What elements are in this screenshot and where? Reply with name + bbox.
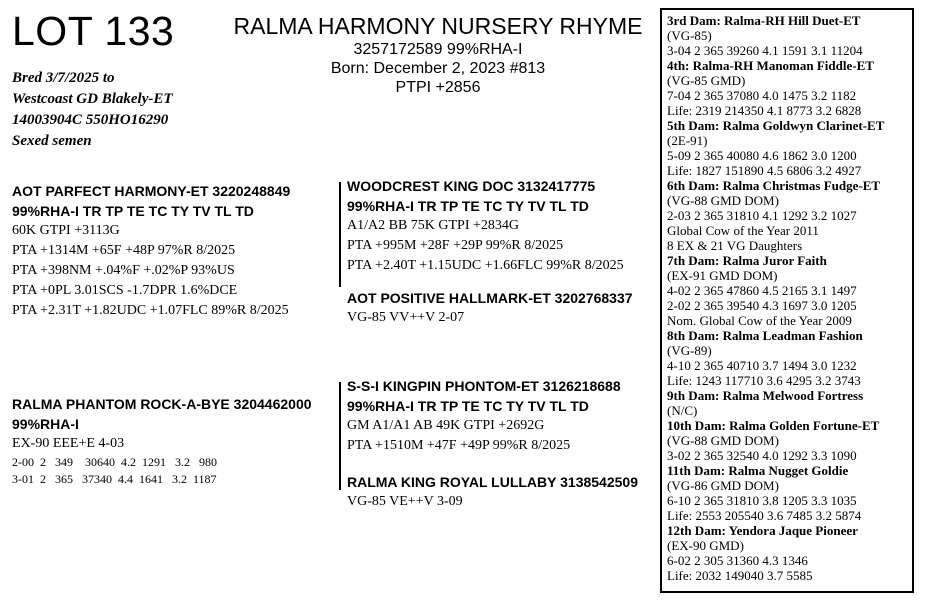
dam-pedigree-line bbox=[339, 382, 341, 490]
dam-generation-line: (EX-90 GMD) bbox=[667, 538, 744, 553]
registration-number: 3257172589 99%RHA-I bbox=[353, 41, 523, 58]
bred-line: Westcoast GD Blakely-ET bbox=[12, 91, 173, 107]
sire-line: 60K GTPI +3113G bbox=[12, 223, 120, 238]
dam-generation-line: Global Cow of the Year 2011 bbox=[667, 223, 819, 238]
dam-generation-line: (VG-88 GMD DOM) bbox=[667, 433, 779, 448]
sire-line: PTA +1314M +65F +48P 97%R 8/2025 bbox=[12, 243, 236, 258]
dam-generation-line: Nom. Global Cow of the Year 2009 bbox=[667, 313, 852, 328]
ptpi-value: PTPI +2856 bbox=[395, 79, 481, 96]
dam-generation-line: (VG-89) bbox=[667, 343, 712, 358]
dam-generation-line: 3-04 2 365 39260 4.1 1591 3.1 11204 bbox=[667, 43, 863, 58]
dam-generation-line: 8 EX & 21 VG Daughters bbox=[667, 238, 803, 253]
bred-line: 14003904C 550HO16290 bbox=[12, 112, 169, 128]
dams-dam-block bbox=[347, 472, 638, 512]
dam-block bbox=[12, 394, 312, 488]
dam-generation-line: (VG-88 GMD DOM) bbox=[667, 193, 779, 208]
dam-generation-line: 5-09 2 365 40080 4.6 1862 3.0 1200 bbox=[667, 148, 857, 163]
dam-generation-line: (VG-85 GMD) bbox=[667, 73, 746, 88]
sire-title: AOT PARFECT HARMONY-ET 3220248849 bbox=[12, 183, 291, 199]
dam-generation-title: 8th Dam: Ralma Leadman Fashion bbox=[667, 328, 863, 343]
maternal-line-box bbox=[660, 8, 914, 593]
dam-generation-line: 6-10 2 365 31810 3.8 1205 3.3 1035 bbox=[667, 493, 857, 508]
dam-generation-title: 3rd Dam: Ralma-RH Hill Duet-ET bbox=[667, 13, 861, 28]
sire-classification: 99%RHA-I TR TP TE TC TY TV TL TD bbox=[12, 203, 254, 219]
dams-sire-line: GM A1/A1 AB 49K GTPI +2692G bbox=[347, 418, 545, 433]
sires-dam-line: VG-85 VV++V 2-07 bbox=[347, 310, 465, 325]
dam-line: EX-90 EEE+E 4-03 bbox=[12, 436, 125, 451]
dam-generation-line: (EX-91 GMD DOM) bbox=[667, 268, 778, 283]
dams-sire-title: S-S-I KINGPIN PHONTOM-ET 3126218688 bbox=[347, 378, 621, 394]
sire-line: PTA +398NM +.04%F +.02%P 93%US bbox=[12, 263, 235, 278]
dam-generation-title: 12th Dam: Yendora Jaque Pioneer bbox=[667, 523, 858, 538]
dam-generation-line: 4-10 2 365 40710 3.7 1494 3.0 1232 bbox=[667, 358, 857, 373]
bred-line: Bred 3/7/2025 to bbox=[12, 70, 115, 86]
dam-generation-line: 3-02 2 365 32540 4.0 1292 3.3 1090 bbox=[667, 448, 857, 463]
sires-sire-line: PTA +995M +28F +29P 99%R 8/2025 bbox=[347, 238, 564, 253]
dam-generation-line: Life: 2032 149040 3.7 5585 bbox=[667, 568, 813, 583]
dam-generation-title: 10th Dam: Ralma Golden Fortune-ET bbox=[667, 418, 880, 433]
dam-generation-title: 9th Dam: Ralma Melwood Fortress bbox=[667, 388, 864, 403]
dam-generation-line: Life: 2319 214350 4.1 8773 3.2 6828 bbox=[667, 103, 862, 118]
sires-dam-title: AOT POSITIVE HALLMARK-ET 3202768337 bbox=[347, 290, 633, 306]
sire-line: PTA +2.31T +1.82UDC +1.07FLC 89%R 8/2025 bbox=[12, 303, 289, 318]
bred-line: Sexed semen bbox=[12, 133, 92, 149]
dam-generation-title: 5th Dam: Ralma Goldwyn Clarinet-ET bbox=[667, 118, 885, 133]
dam-generation-line: (N/C) bbox=[667, 403, 698, 418]
lot-number: LOT 133 bbox=[12, 8, 175, 54]
dam-record: 2-00 2 349 30640 4.2 1291 3.2 980 bbox=[12, 455, 217, 469]
dam-generation-title: 7th Dam: Ralma Juror Faith bbox=[667, 253, 827, 268]
dam-generation-title: 11th Dam: Ralma Nugget Goldie bbox=[667, 463, 849, 478]
dams-sire-classification: 99%RHA-I TR TP TE TC TY TV TL TD bbox=[347, 398, 589, 414]
sire-pedigree-line bbox=[339, 182, 341, 287]
animal-header bbox=[226, 12, 650, 97]
dam-generation-line: Life: 1243 117710 3.6 4295 3.2 3743 bbox=[667, 373, 861, 388]
sire-block bbox=[12, 181, 290, 321]
dam-generation-line: 4-02 2 365 47860 4.5 2165 3.1 1497 bbox=[667, 283, 857, 298]
dam-generation-line: (VG-85) bbox=[667, 28, 712, 43]
dam-generation-title: 4th: Ralma-RH Manoman Fiddle-ET bbox=[667, 58, 874, 73]
sires-dam-block bbox=[347, 288, 633, 328]
dam-generation-title: 6th Dam: Ralma Christmas Fudge-ET bbox=[667, 178, 881, 193]
sires-sire-title: WOODCREST KING DOC 3132417775 bbox=[347, 178, 596, 194]
dam-generation-line: (VG-86 GMD DOM) bbox=[667, 478, 779, 493]
dams-sire-line: PTA +1510M +47F +49P 99%R 8/2025 bbox=[347, 438, 571, 453]
animal-name: RALMA HARMONY NURSERY RHYME bbox=[233, 13, 643, 39]
dam-title: RALMA PHANTOM ROCK-A-BYE 3204462000 bbox=[12, 396, 312, 412]
dam-generation-line: Life: 1827 151890 4.5 6806 3.2 4927 bbox=[667, 163, 862, 178]
dam-classification: 99%RHA-I bbox=[12, 416, 79, 432]
sires-sire-line: PTA +2.40T +1.15UDC +1.66FLC 99%R 8/2025 bbox=[347, 258, 624, 273]
dam-generation-line: 2-03 2 365 31810 4.1 1292 3.2 1027 bbox=[667, 208, 857, 223]
sire-line: PTA +0PL 3.01SCS -1.7DPR 1.6%DCE bbox=[12, 283, 238, 298]
dam-generation-line: Life: 2553 205540 3.6 7485 3.2 5874 bbox=[667, 508, 862, 523]
dam-generation-line: 7-04 2 365 37080 4.0 1475 3.2 1182 bbox=[667, 88, 857, 103]
dam-generation-line: (2E-91) bbox=[667, 133, 708, 148]
dam-generation-line: 2-02 2 365 39540 4.3 1697 3.0 1205 bbox=[667, 298, 857, 313]
sires-sire-block bbox=[347, 176, 624, 276]
dams-dam-title: RALMA KING ROYAL LULLABY 3138542509 bbox=[347, 474, 638, 490]
sires-sire-line: A1/A2 BB 75K GTPI +2834G bbox=[347, 218, 520, 233]
birth-date: Born: December 2, 2023 #813 bbox=[330, 60, 546, 77]
dam-record: 3-01 2 365 37340 4.4 1641 3.2 1187 bbox=[12, 472, 217, 486]
breeding-info bbox=[12, 68, 173, 152]
dams-dam-line: VG-85 VE++V 3-09 bbox=[347, 494, 463, 509]
dams-sire-block bbox=[347, 376, 621, 456]
sires-sire-classification: 99%RHA-I TR TP TE TC TY TV TL TD bbox=[347, 198, 589, 214]
dam-generation-line: 6-02 2 305 31360 4.3 1346 bbox=[667, 553, 808, 568]
